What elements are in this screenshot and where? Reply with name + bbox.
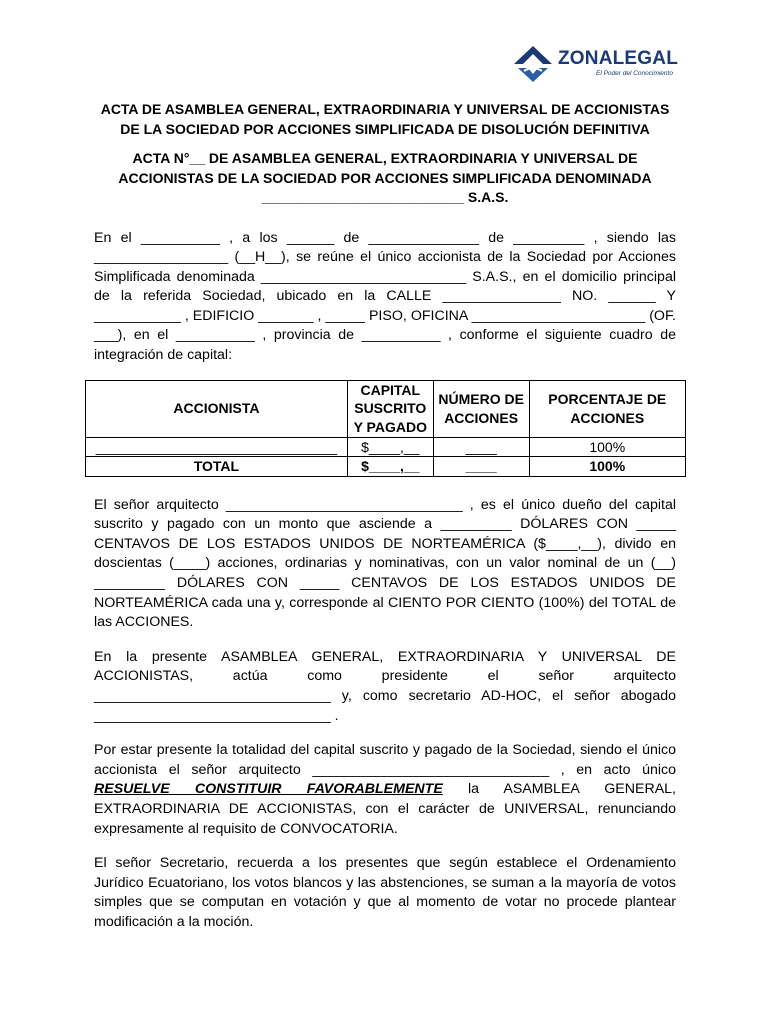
total-capital: $____,__ — [347, 457, 433, 477]
document-body — [94, 100, 676, 933]
document-title: ACTA DE ASAMBLEA GENERAL, EXTRAORDINARIA Y UNIVERSAL DE ACCIONISTAS DE LA SOCIEDAD POR ACCIONES SIMPLIFICADA DE DISOLUCIÓN DEFINITIVA — [100, 101, 670, 137]
cell-accionista: _______________________________ — [86, 437, 348, 457]
paragraph-voting-rules: El señor Secretario, recuerda a los presentes que según establece el Ordenamiento Jurídico Ecuatoriano, los votos blancos y las abstenciones, se suman a la mayoría de votos simples que se computan en votación y que al momento de votar no procede plantear modificación a la moción. — [94, 855, 676, 930]
table-row — [86, 437, 686, 457]
paragraph-capital-owner: El señor arquitecto ______________________________ , es el único dueño del capital suscrito y pagado con un monto que asciende a _________ DÓLARES CON _____ CENTAVOS DE LOS ESTADOS UNIDOS DE NORTEAMÉRICA ($____,__), divido en doscientas (____) acciones, ordinarias y nominativas, con un valor nominal de un (__) _________ DÓLARES CON _____ CENTAVOS DE LOS ESTADOS UNIDOS DE NORTEAMÉRICA cada una y, corresponde al CIENTO POR CIENTO (100%) del TOTAL de las ACCIONES. — [94, 496, 676, 631]
table-header-row — [86, 380, 686, 437]
cell-capital: $____,__ — [347, 437, 433, 457]
total-numero: ____ — [433, 457, 529, 477]
paragraph-officers: En la presente ASAMBLEA GENERAL, EXTRAORDINARIA Y UNIVERSAL DE ACCIONISTAS, actúa como presidente el señor arquitecto ______________________________ y, como secretario AD-HOC, el señor abogado ______________________________ . — [94, 648, 676, 724]
cell-numero: ____ — [433, 437, 529, 457]
document-subtitle: ACTA N°__ DE ASAMBLEA GENERAL, EXTRAORDINARIA Y UNIVERSAL DE ACCIONISTAS DE LA SOCIEDAD POR ACCIONES SIMPLIFICADA DENOMINADA __________________________ S.A.S. — [118, 150, 652, 205]
paragraph-resolution — [94, 741, 676, 839]
header-porcentaje: PORCENTAJE DE ACCIONES — [529, 380, 685, 437]
resolution-text-after: la ASAMBLEA GENERAL, EXTRAORDINARIA DE ACCIONISTAS, con el carácter de UNIVERSAL, renunciando expresamente al requisito de CONVOCATORIA. — [94, 781, 676, 837]
capital-table — [85, 380, 686, 477]
brand-tagline: El Poder del Conocimiento — [596, 70, 673, 77]
total-porcentaje: 100% — [529, 457, 685, 477]
brand-logo — [512, 42, 682, 86]
header-accionista: ACCIONISTA — [86, 380, 348, 437]
resolution-emphasis: RESUELVE CONSTITUIR FAVORABLEMENTE — [94, 781, 443, 798]
total-label: TOTAL — [86, 457, 348, 477]
brand-name: ZONALEGAL — [558, 48, 679, 69]
table-total-row — [86, 457, 686, 477]
paragraph-meeting-details: En el __________ , a los ______ de ______________ de _________ , siendo las _________________ (__H__), se reúne el único accionista de la Sociedad por Acciones Simplificada denominada __________________________ S.A.S., en el domicilio principal de la referida Sociedad, ubicado en la CALLE _______________ NO. ______ Y ___________ , EDIFICIO _______ , _____ PISO, OFICINA ______________________ (OF. ___), en el __________ , provincia de __________ , conforme el siguiente cuadro de integración de capital: — [94, 229, 676, 364]
header-numero: NÚMERO DE ACCIONES — [433, 380, 529, 437]
resolution-text-before: Por estar presente la totalidad del capital suscrito y pagado de la Sociedad, siendo el único accionista el señor arquitecto ______________________________ , en acto único — [94, 742, 676, 778]
header-capital: CAPITAL SUSCRITO Y PAGADO — [347, 380, 433, 437]
logo-mark-icon — [512, 44, 554, 84]
cell-porcentaje: 100% — [529, 437, 685, 457]
